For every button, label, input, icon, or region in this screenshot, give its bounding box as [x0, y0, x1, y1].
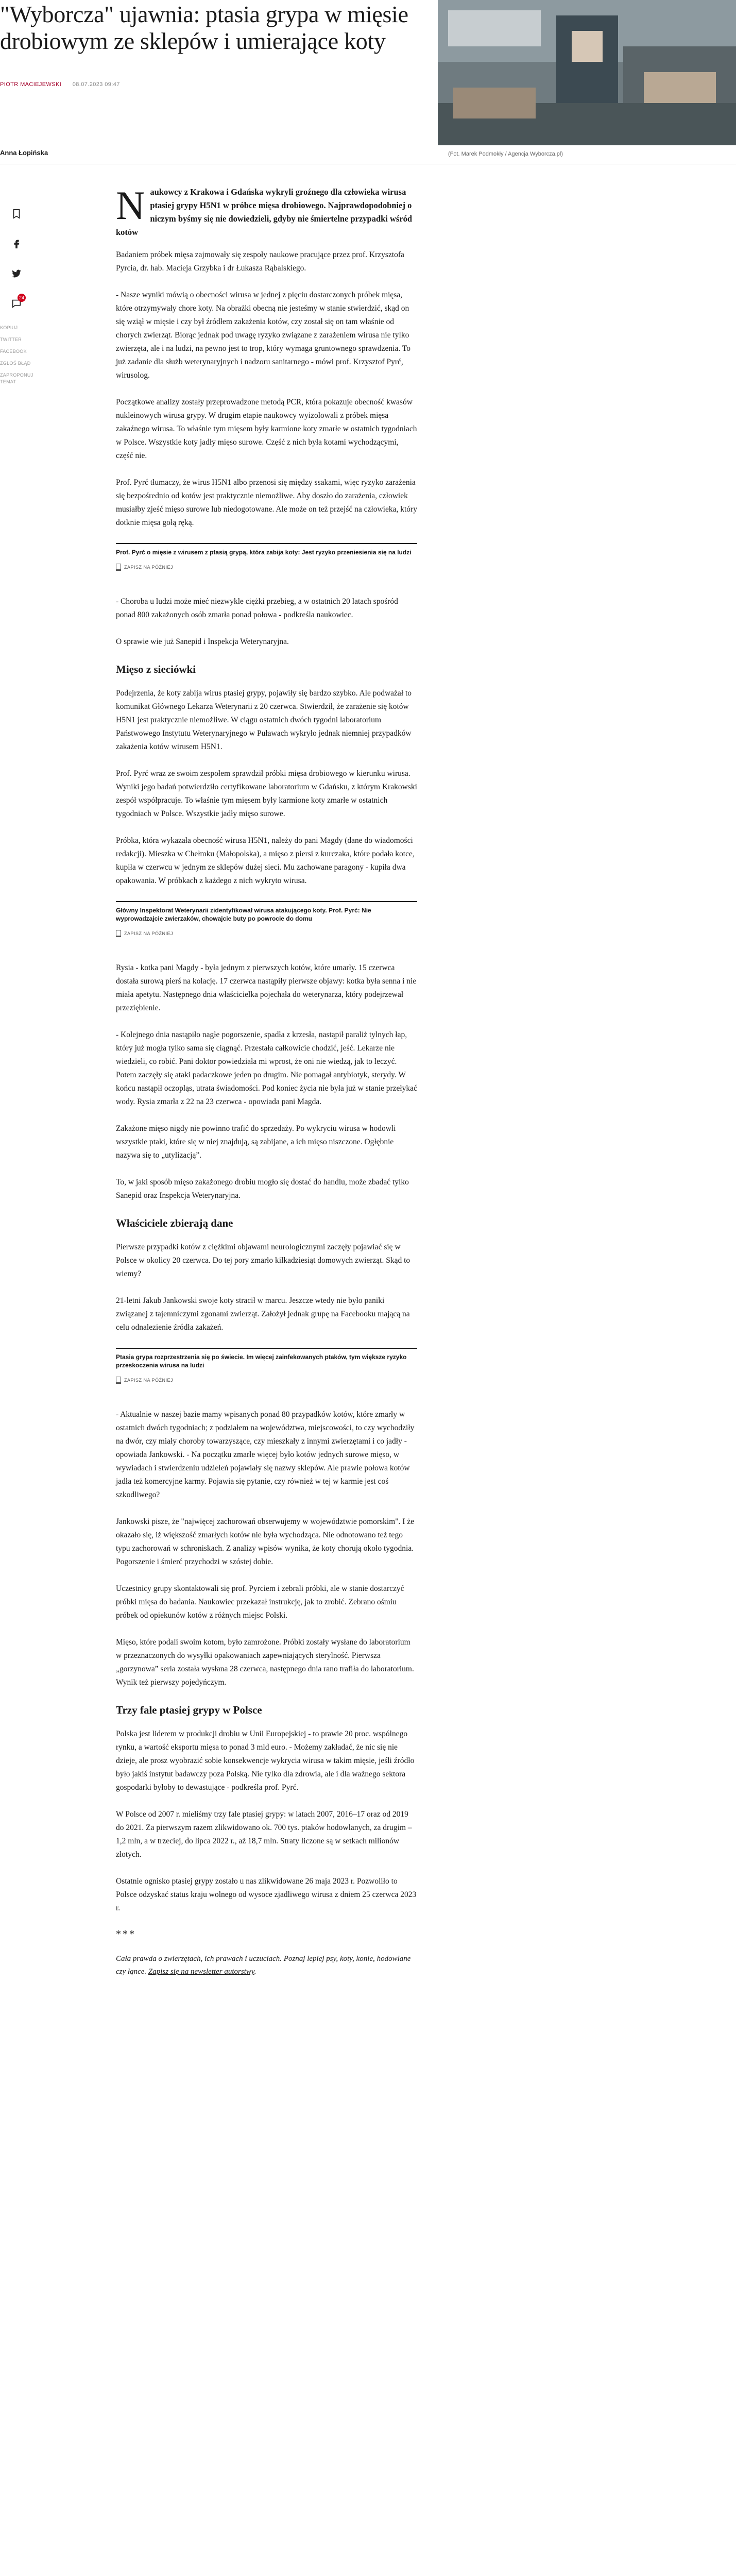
side-link-suggest-topic[interactable]: ZAPROPONUJ TEMAT [0, 372, 33, 384]
comment-count-badge: 24 [18, 294, 26, 302]
paragraph: - Choroba u ludzi może mieć niezwykle ciężki przebieg, a w ostatnich 20 latach spośród ponad 800 zakażonych osób zmarła ponad połowa - podkreśla naukowiec. [116, 597, 398, 619]
twitter-button[interactable] [7, 265, 26, 283]
hero-image [438, 0, 736, 145]
paragraph: Jankowski pisze, że "najwięcej zachorowań obserwujemy w województwie pomorskim". I że okazało się, iż większość zmarłych kotów nie była wychodząca. Nie odnotowano też tego typu zachorowań w schroniskach. Z analizy wpisów wynika, że koty chorują około tygodnia. Pogorszenie i śmierć przychodzi w szóstej dobie. [116, 1517, 415, 1566]
photo-caption: (Fot. Marek Podmokły / Agencja Wyborcza.pl) [448, 151, 563, 157]
save-for-later-button[interactable]: ZAPISZ NA PÓŹNIEJ [116, 930, 173, 937]
section-heading: Właściciele zbierają dane [116, 1217, 233, 1229]
paragraph: Podejrzenia, że koty zabija wirus ptasiej grypy, pojawiły się bardzo szybko. Ale podważał to komunikat Głównego Lekarza Weterynarii z 20 czerwca. Stwierdził, że zarażenie się kotów H5N1 jest praktycznie niemożliwe. W ciągu ostatnich dwóch tygodni laboratorium Państwowego Instytutu Weterynaryjnego w Puławach wykryło jednak niemniej przypadków zakażenia kotów wirusem H5N1. [116, 689, 412, 751]
paragraph: Uczestnicy grupy skontaktowali się prof. Pyrciem i zebrali próbki, ale w stanie dostarczyć próbki mięsa do badania. Naukowiec przekazał instrukcję, jak to zrobić. Zebrano ośmiu próbek od opiekunów kotów z różnych miejsc Polski. [116, 1584, 404, 1620]
promo-title[interactable]: Prof. Pyrć o mięsie z wirusem z ptasią grypą, która zabija koty: Jest ryzyko przeniesienia się na ludzi [116, 549, 412, 556]
paragraph: Ostatnie ognisko ptasiej grypy zostało u nas zlikwidowane 26 maja 2023 r. Pozwoliło to Polsce odzyskać status kraju wolnego od wysoce zjadliwego wirusa z dniem 25 czerwca 2023 r. [116, 1877, 417, 1912]
related-article-promo[interactable] [116, 1348, 417, 1393]
article-meta [0, 81, 120, 88]
lead-text: aukowcy z Krakowa i Gdańska wykryli groźnego dla człowieka wirusa ptasiej grypy H5N1 w próbce mięsa drobiowego. Najprawdopodobniej o niczym byśmy się nie dowiedzieli, gdyby nie śmiertelne przypadki wśród kotów [116, 187, 413, 237]
side-links [0, 325, 41, 385]
author-tag[interactable]: PIOTR MACIEJEWSKI [0, 81, 62, 88]
author-name[interactable]: Anna Łopińska [0, 149, 48, 157]
paragraph: To, w jaki sposób mięso zakażonego drobiu mogło się dostać do handlu, może zbadać tylko Sanepid oraz Inspekcja Weterynaryjna. [116, 1178, 409, 1200]
facebook-icon [11, 238, 22, 249]
bookmark-button[interactable] [7, 205, 26, 224]
newsletter-link[interactable]: Zapisz się na newsletter autorstwy [148, 1968, 254, 1976]
paragraph: - Aktualnie w naszej bazie mamy wpisanych ponad 80 przypadków kotów, które zmarły w ostatnich dwóch tygodniach; z podziałem na województwa, miejscowości, to czy wychodziły na dwór, czy miały choroby towarzyszące, czy mieszkały z innymi zwierzętami i co jadły - opowiada Jankowski. - Na początku zmarłe więcej było kotów jednych surowe mięso, w wywiadach i stwierdzeniu udzieleń pojawiały się nazwy sklepów. Ale prawie połowa kotów jadła też komercyjne karmy. Pojawia się pytanie, czy również w tej w karmie jest coś szkodliwego? [116, 1410, 415, 1499]
save-for-later-button[interactable]: ZAPISZ NA PÓŹNIEJ [116, 564, 173, 571]
newsletter-note-end: . [254, 1968, 256, 1976]
twitter-icon [11, 268, 22, 279]
publish-date: 08.07.2023 09:47 [72, 81, 120, 88]
newsletter-note-text: Cała prawda o zwierzętach, ich prawach i uczuciach. Poznaj lepiej psy, koty, konie, hodowlane czy łąnce. [116, 1955, 411, 1976]
paragraph: Rysia - kotka pani Magdy - była jednym z pierwszych kotów, które umarły. 15 czerwca dostała surową pierś na kolację. 17 czerwca nastąpiły pierwsze objawy: kotka była senna i nie miała apetytu. Następnego dnia właścicielka pojechała do weterynarza, który podejrzewał przeziębienie. [116, 963, 417, 1012]
paragraph: Zakażone mięso nigdy nie powinno trafić do sprzedaży. Po wykryciu wirusa w hodowli wszystkie ptaki, które się w niej znajdują, są zabijane, a ich mięso niszczone. Ogłębnie nazywa się to „utylizacją”. [116, 1124, 396, 1160]
article-title: "Wyborcza" ujawnia: ptasia grypa w mięsie drobiowym ze sklepów i umierające koty [0, 1, 408, 54]
bookmark-icon [11, 208, 22, 219]
section-heading: Mięso z sieciówki [116, 663, 196, 675]
side-link-copy[interactable]: KOPIUJ [0, 325, 18, 330]
paragraph: - Nasze wyniki mówią o obecności wirusa w jednej z pięciu dostarczonych próbek mięsa, które otrzymywały chore koty. Na obrażki obecną nie jesteśmy w stanie stwierdzić, skąd on się wziął w mięsie i czy był źródłem zakażenia kotów, czy został się on tam właśnie od chorych zwierząt. Biorąc jednak pod uwagę ryzyko związane z zarażeniem wirusa nie tylko zwierzęta, ale i na ludzi, na pewno jest to trop, który wymaga gruntownego sprawdzenia. To już zadanie dla służb weterynaryjnych i nadzoru sanitarnego - mówi prof. Krzysztof Pyrć, wirusolog. [116, 291, 410, 380]
save-for-later-button[interactable]: ZAPISZ NA PÓŹNIEJ [116, 1377, 173, 1384]
side-link-report-error[interactable]: ZGŁOŚ BŁĄD [0, 361, 31, 366]
paragraph: Mięso, które podali swoim kotom, było zamrożone. Próbki zostały wysłane do laboratorium w przeznaczonych do wysyłki opakowaniach zapewniających sterylność. Pierwsza „gorzynowa” seria została wysłana 28 czerwca, następnego dnia rano trafiła do laboratorium. Wynik też pierwszy pojedyńczym. [116, 1638, 414, 1687]
paragraph: Próbka, która wykazała obecność wirusa H5N1, należy do pani Magdy (dane do wiadomości redakcji). Mieszka w Chełmku (Małopolska), a mięso z piersi z kurczaka, które podała kotce, kupiła w czerwcu w jednym ze sklepów dużej sieci. Mu zachowane paragony - kupiła dwa opakowania. W próbkach z każdego z nich wykryto wirusa. [116, 836, 415, 885]
article-body [116, 185, 417, 1993]
paragraph: O sprawie wie już Sanepid i Inspekcja Weterynaryjna. [116, 637, 289, 646]
side-link-twitter[interactable]: TWITTER [0, 337, 22, 342]
paragraph: - Kolejnego dnia nastąpiło nagłe pogorszenie, spadła z krzesła, nastąpił paraliż tylnych łap, który już mogła tylko sama się ciągnąć. Przestała całkowicie chodzić, jeść. Lekarze nie wiedzieli, co robić. Pani doktor powiedziała mi wprost, że oni nie wiedzą, jak to leczyć. Potem zaczęły się ataki padaczkowe jeden po drugim. Nie pomagał antybiotyk, sterydy. W końcu nastąpił oczopląs, utrata świadomości. Pod koniec życia nie była już w stanie przełykać wody. Rysia zmarła z 22 na 23 czerwca - opowiada pani Magda. [116, 1030, 417, 1106]
promo-title[interactable]: Główny Inspektorat Weterynarii zidentyfikował wirusa atakującego koty. Prof. Pyrć: Nie wyprowadzajcie zwierzaków, chowajcie buty po powrocie do domu [116, 907, 371, 922]
paragraph: Polska jest liderem w produkcji drobiu w Unii Europejskiej - to prawie 20 proc. wspólnego rynku, a wartość eksportu mięsa to ponad 3 mld euro. - Możemy zakładać, że nic się nie dzieje, ale prosz wyobrazić sobie konsekwencje wykrycia wirusa w takim mięsie, jeśli źródło było jakiś instytut badawczy poza Polską. Nie tylko dla zdrowia, ale i dla ważnego sektora gospodarki byłoby to dewastujące - podkreśla prof. Pyrć. [116, 1730, 415, 1792]
article-lead [116, 185, 417, 239]
related-article-promo[interactable] [116, 901, 417, 946]
paragraph: Pierwsze przypadki kotów z ciężkimi objawami neurologicznymi zaczęły pojawiać się w Polsce w okolicy 20 czerwca. Do tej pory zmarło kilkadziesiąt domowych zwierząt. Skąd to wiemy? [116, 1243, 410, 1278]
related-article-promo[interactable] [116, 543, 417, 580]
lead-dropcap: N [116, 183, 145, 228]
paragraph: Prof. Pyrć tłumaczy, że wirus H5N1 albo przenosi się między ssakami, więc ryzyko zarażenia się bezpośrednio od kotów jest praktycznie niemożliwe. Aby doszło do zarażenia, człowiek musiałby zjeść mięso surowe lub niedogotowane. Ale może on też przejść na człowieka, który dotknie mięsa gołą ręką. [116, 478, 417, 527]
share-sidebar [0, 205, 41, 391]
separator: *** [116, 1928, 136, 1940]
paragraph: Prof. Pyrć wraz ze swoim zespołem sprawdził próbki mięsa drobiowego w kierunku wirusa. Wyniki jego badań potwierdziło certyfikowane laboratorium w Gdańsku, z którym Krakowski zespół współpracuje. To właśnie tym mięsem były karmione koty zmarłe w ostatnich tygodniach w Polsce. Wszystkie jadły mięso surowe. [116, 769, 417, 818]
paragraph: 21-letni Jakub Jankowski swoje koty stracił w marcu. Jeszcze wtedy nie było paniki związanej z tajemniczymi zgonami zwierząt. Założył jednak grupę na Facebooku mającą na celu odnalezienie źródła zakażeń. [116, 1296, 410, 1332]
section-heading: Trzy fale ptasiej grypy w Polsce [116, 1704, 262, 1716]
facebook-button[interactable] [7, 235, 26, 253]
side-link-facebook[interactable]: FACEBOOK [0, 349, 27, 354]
promo-title[interactable]: Ptasia grypa rozprzestrzenia się po świecie. Im więcej zainfekowanych ptaków, tym większe ryzyko przeskoczenia wirusa na ludzi [116, 1353, 407, 1369]
hero-photo [438, 0, 736, 145]
paragraph: Badaniem próbek mięsa zajmowały się zespoły naukowe pracujące przez prof. Krzysztofa Pyrcia, dr. hab. Macieja Grzybka i dr Łukasza Rąbalskiego. [116, 250, 404, 273]
paragraph: W Polsce od 2007 r. mieliśmy trzy fale ptasiej grypy: w latach 2007, 2016–17 oraz od 2019 do 2021. Za pierwszym razem zlikwidowano ok. 700 tys. ptaków hodowlanych, za drugim – 1,2 mln, a w trzeciej, do lipca 2022 r., aż 18,7 mln. Straty liczone są w setkach milionów złotych. [116, 1810, 412, 1859]
comments-button[interactable] [7, 295, 26, 313]
paragraph: Początkowe analizy zostały przeprowadzone metodą PCR, która pokazuje obecność kwasów nukleinowych wirusa grypy. W drugim etapie naukowcy wyizolowali z próbek mięsa zakaźnego wirusa. To właśnie tym mięsem były karmione koty zmarłe w ostatnich tygodniach w Polsce. Wszystkie koty jadły mięso surowe. Część z nich była kotami wychodzącymi, część nie. [116, 398, 417, 460]
newsletter-note [116, 1953, 417, 1978]
